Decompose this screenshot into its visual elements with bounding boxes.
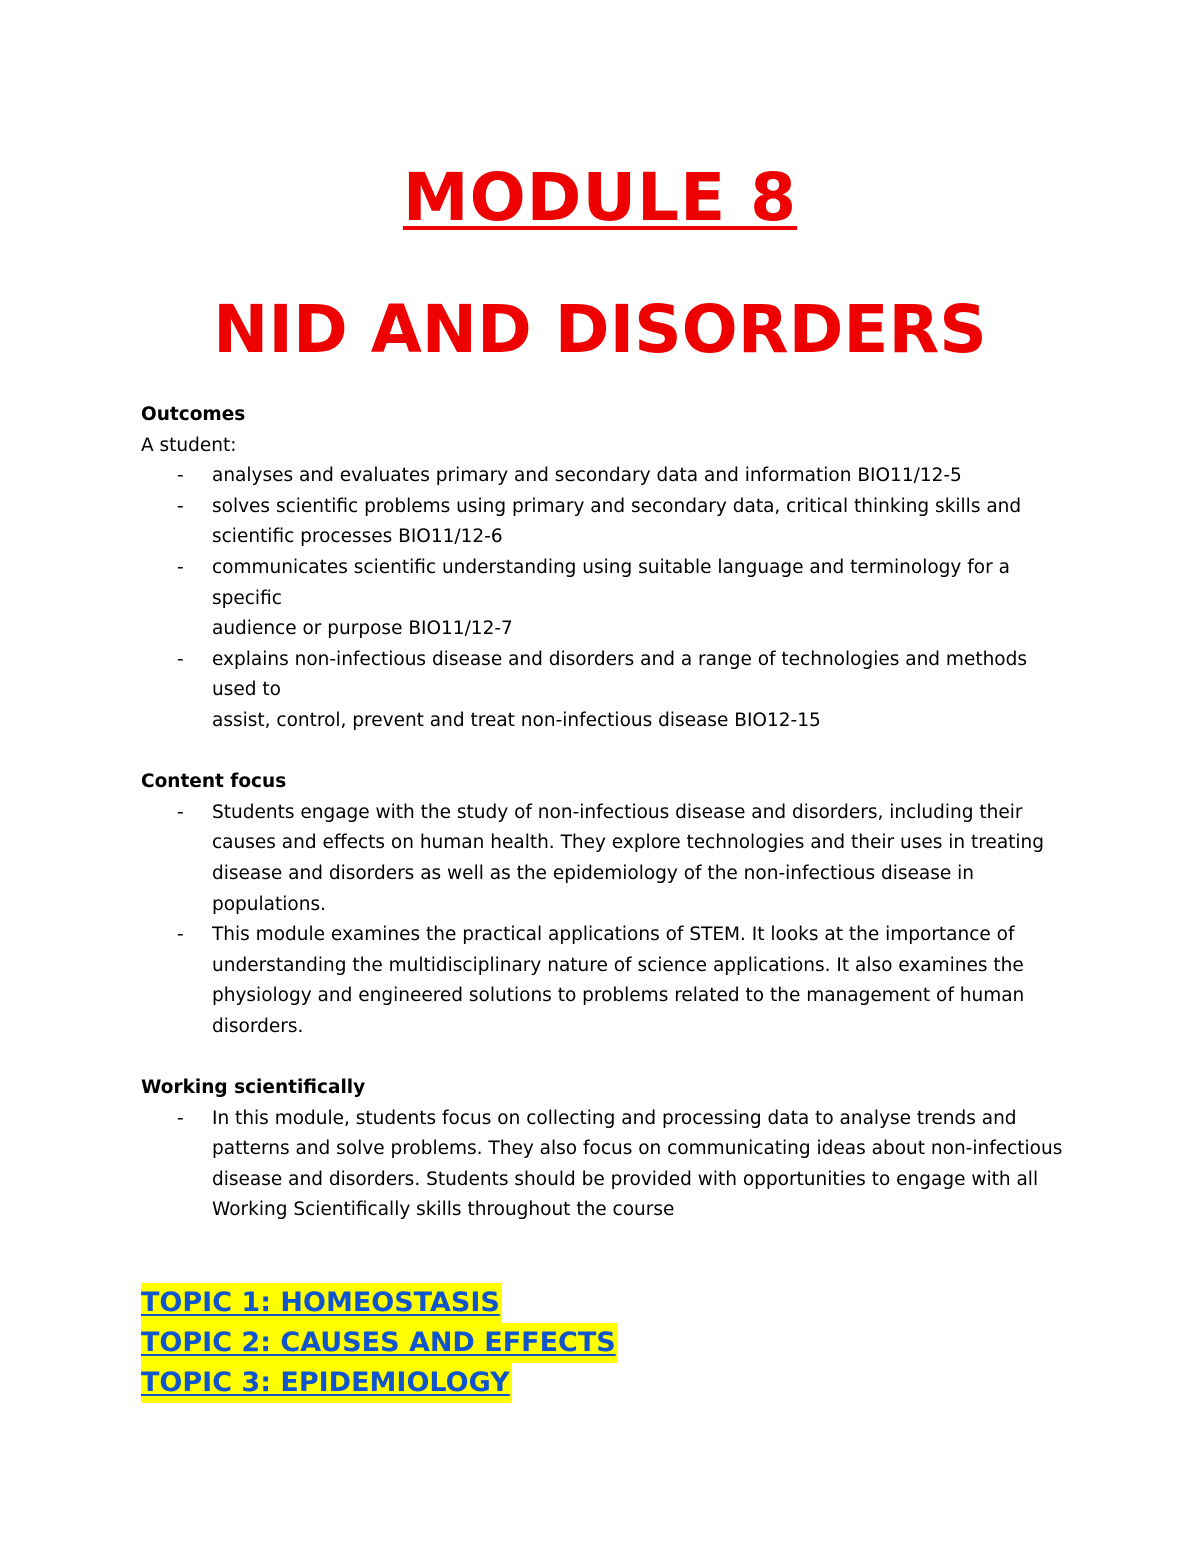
topic-link-epidemiology[interactable]: TOPIC 3: EPIDEMIOLOGY [141,1363,512,1403]
list-item [141,645,1071,737]
list-item [141,1104,1071,1226]
topic-row [141,1323,1041,1363]
module-title [0,158,1200,238]
content-focus-text: Students engage with the study of non-infectious disease and disorders, including their causes and effects on human health. They explore technologies and their uses in treating disease and disorders as well as the epidemiology of the non-infectious disease in populations. [212,801,1045,915]
outcomes-heading: Outcomes [141,404,246,425]
dash-bullet: - [177,556,184,578]
working-scientifically-list [141,1104,1071,1226]
outcome-text: analyses and evaluates primary and secondary data and information BIO11/12-5 [212,465,962,487]
dash-bullet: - [177,924,184,946]
list-item [141,553,1071,645]
outcomes-intro: A student: [141,434,237,456]
topic-row [141,1363,1041,1403]
dash-bullet: - [177,1107,184,1129]
list-item [141,798,1071,920]
outcome-text: solves scientific problems using primary and secondary data, critical thinking skills and scientific processes BIO11/12-6 [212,495,1022,548]
working-scientifically-text: In this module, students focus on collecting and processing data to analyse trends and patterns and solve problems. They also focus on communicating ideas about non-infectious disease and disorders. Students should be provided with opportunities to engage with all Working Scientifically skills throughout the course [212,1107,1063,1221]
working-scientifically-section [141,1073,1071,1226]
dash-bullet: - [177,495,184,517]
module-subtitle: NID AND DISORDERS [213,291,987,368]
list-item [141,461,1071,492]
working-scientifically-heading: Working scientifically [141,1077,366,1099]
content-focus-heading: Content focus [141,771,287,793]
content-focus-section [141,767,1071,1042]
dash-bullet: - [177,465,184,487]
content-focus-list [141,798,1071,1043]
outcomes-list [141,461,1071,736]
module-title-text: MODULE 8 [402,159,798,236]
outcome-text: explains non-infectious disease and disorders and a range of technologies and methods used to assist, control, prevent and treat non-infectious disease BIO12-15 [212,648,1028,731]
outcome-text: communicates scientific understanding using suitable language and terminology for a specific audience or purpose BIO11/12-7 [212,556,1010,640]
outcomes-section [141,400,1071,737]
topic-links [141,1283,1041,1403]
list-item [141,920,1071,1042]
list-item [141,492,1071,553]
module-content [141,400,1071,1226]
content-focus-text: This module examines the practical applications of STEM. It looks at the importance of understanding the multidisciplinary nature of science applications. It also examines the physiology and engineered solutions to problems related to the management of human disorders. [212,924,1025,1037]
section-spacer [141,1042,1071,1073]
dash-bullet: - [177,801,184,823]
topic-link-causes-and-effects[interactable]: TOPIC 2: CAUSES AND EFFECTS [141,1323,618,1363]
topic-row [141,1283,1041,1323]
dash-bullet: - [177,648,184,670]
topic-link-homeostasis[interactable]: TOPIC 1: HOMEOSTASIS [141,1283,502,1323]
section-spacer [141,737,1071,768]
